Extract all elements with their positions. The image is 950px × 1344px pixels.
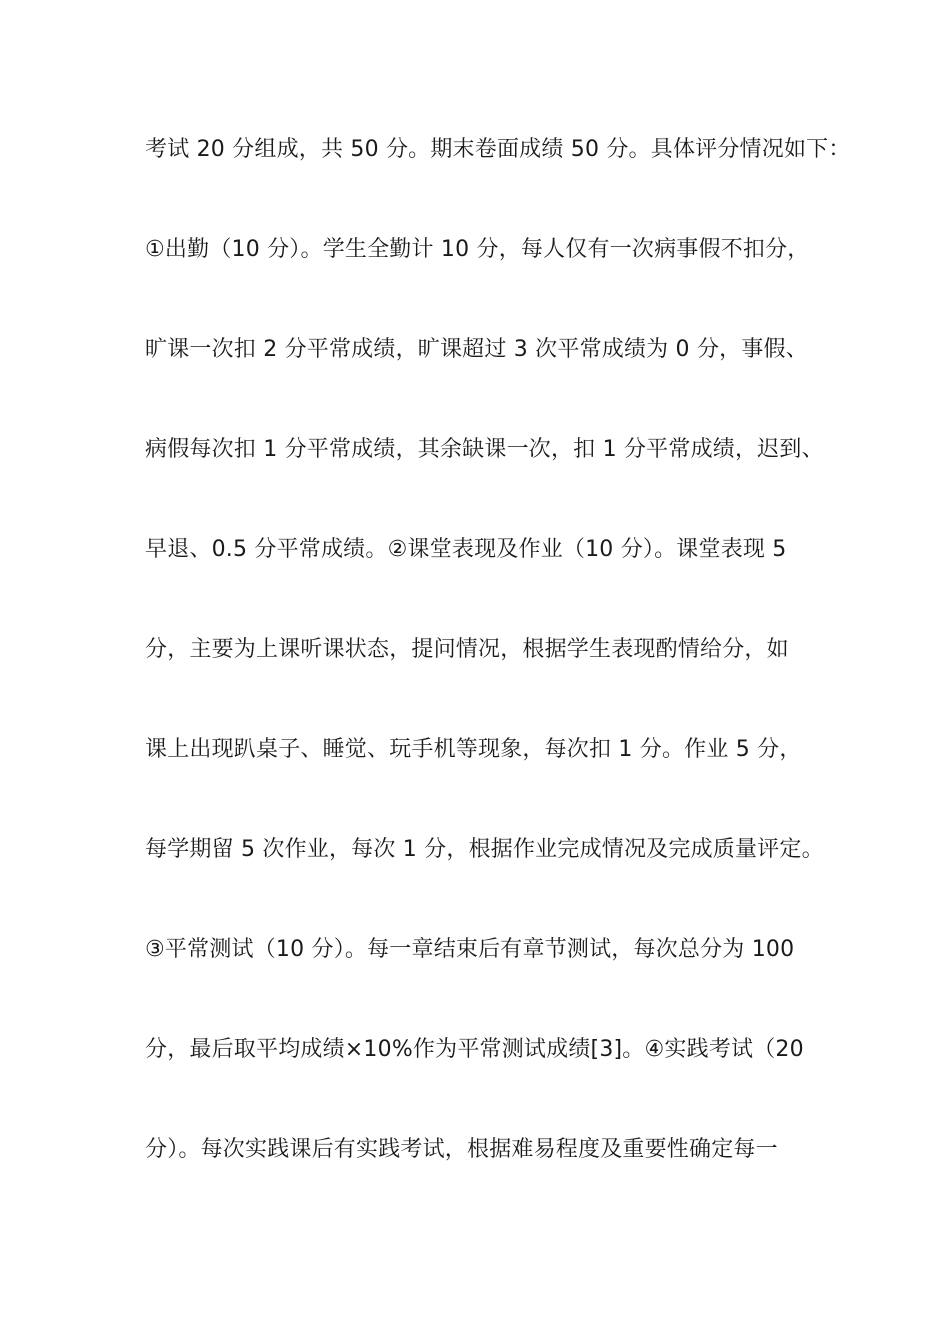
text-line-3: 旷课一次扣 2 分平常成绩，旷课超过 3 次平常成绩为 0 分，事假、 <box>145 337 808 362</box>
text-line-7: 课上出现趴桌子、睡觉、玩手机等现象，每次扣 1 分。作业 5 分， <box>145 737 802 762</box>
text-line-10: 分，最后取平均成绩×10%作为平常测试成绩[3]。④实践考试（20 <box>145 1037 804 1062</box>
text-line-8: 每学期留 5 次作业，每次 1 分，根据作业完成情况及完成质量评定。 <box>145 837 824 862</box>
text-line-11: 分）。每次实践课后有实践考试，根据难易程度及重要性确定每一 <box>145 1137 778 1162</box>
text-line-2: ①出勤（10 分）。学生全勤计 10 分，每人仅有一次病事假不扣分， <box>145 237 810 262</box>
text-line-9: ③平常测试（10 分）。每一章结束后有章节测试，每次总分为 100 <box>145 937 795 962</box>
text-line-5: 早退、0.5 分平常成绩。②课堂表现及作业（10 分）。课堂表现 5 <box>145 537 787 562</box>
body-text <box>145 128 851 1228</box>
text-line-1: 考试 20 分组成，共 50 分。期末卷面成绩 50 分。具体评分情况如下： <box>145 137 851 162</box>
text-line-4: 病假每次扣 1 分平常成绩，其余缺课一次，扣 1 分平常成绩，迟到、 <box>145 437 824 462</box>
text-line-6: 分，主要为上课听课状态，提问情况，根据学生表现酌情给分，如 <box>145 637 789 662</box>
